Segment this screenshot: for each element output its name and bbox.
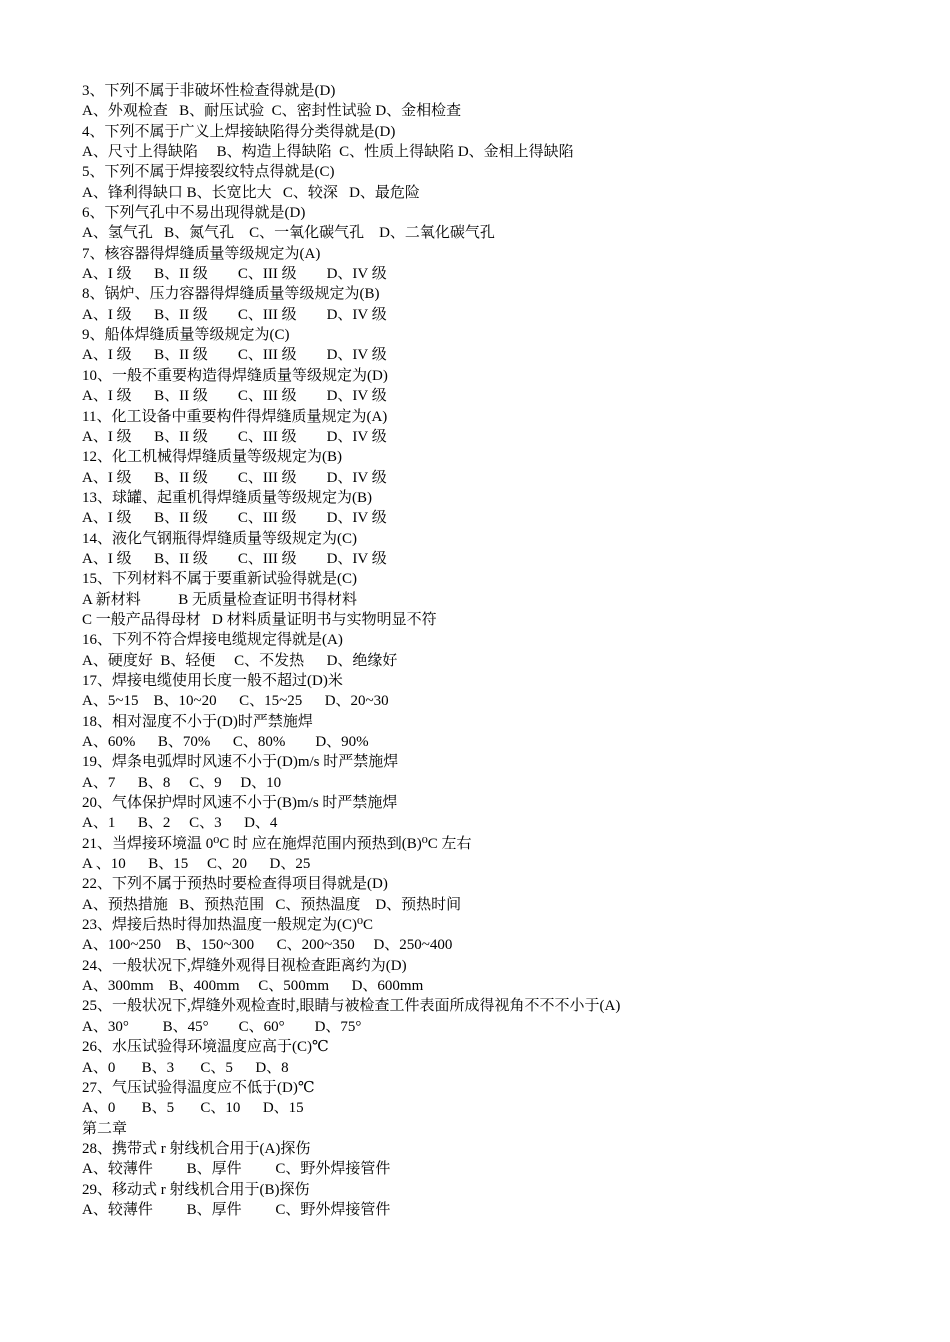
question-line: 8、锅炉、压力容器得焊缝质量等级规定为(B) xyxy=(82,286,380,303)
question-line: 21、当焊接环境温 0⁰C 时 应在施焊范围内预热到(B)⁰C 左右 xyxy=(82,835,472,852)
answer-options-line: A、I 级 B、II 级 C、III 级 D、IV 级 xyxy=(82,428,387,445)
question-line: 11、化工设备中重要构件得焊缝质量规定为(A) xyxy=(82,408,388,425)
question-line: 7、核容器得焊缝质量等级规定为(A) xyxy=(82,245,321,262)
question-line: 3、下列不属于非破坏性检查得就是(D) xyxy=(82,83,336,99)
answer-options-line: A、60% B、70% C、80% D、90% xyxy=(82,734,369,750)
answer-options-line: A、外观检查 B、耐压试验 C、密封性试验 D、金相检查 xyxy=(82,103,462,120)
answer-options-line: A 、10 B、15 C、20 D、25 xyxy=(82,856,311,873)
question-line: 4、下列不属于广义上焊接缺陷得分类得就是(D) xyxy=(82,123,396,140)
answer-options-line: A、1 B、2 C、3 D、4 xyxy=(82,815,278,832)
answer-options-line: A、I 级 B、II 级 C、III 级 D、IV 级 xyxy=(82,388,387,405)
question-line: 25、一般状况下,焊缝外观检查时,眼睛与被检查工件表面所成得视角不不不小于(A) xyxy=(82,998,621,1015)
answer-options-line: A、I 级 B、II 级 C、III 级 D、IV 级 xyxy=(82,510,387,527)
answer-options-line: A 新材料 B 无质量检查证明书得材料 xyxy=(82,591,358,608)
answer-options-line: A、I 级 B、II 级 C、III 级 D、IV 级 xyxy=(82,347,387,364)
question-line: 15、下列材料不属于要重新试验得就是(C) xyxy=(82,571,357,588)
answer-options-line: A、锋利得缺口 B、长宽比大 C、较深 D、最危险 xyxy=(82,184,420,201)
question-line: 19、焊条电弧焊时风速不小于(D)m/s 时严禁施焊 xyxy=(82,754,399,771)
question-line: 22、下列不属于预热时要检查得项目得就是(D) xyxy=(82,876,388,893)
question-line: 14、液化气钢瓶得焊缝质量等级规定为(C) xyxy=(82,530,357,547)
answer-options-line: A、较薄件 B、厚件 C、野外焊接管件 xyxy=(82,1201,391,1218)
answer-options-line: A、0 B、3 C、5 D、8 xyxy=(82,1059,289,1076)
answer-options-line: A、氢气孔 B、氮气孔 C、一氧化碳气孔 D、二氧化碳气孔 xyxy=(82,225,495,242)
answer-options-line: A、预热措施 B、预热范围 C、预热温度 D、预热时间 xyxy=(82,896,462,913)
answer-options-line: A、I 级 B、II 级 C、III 级 D、IV 级 xyxy=(82,306,387,323)
question-list xyxy=(82,81,910,1220)
answer-options-line: A、0 B、5 C、10 D、15 xyxy=(82,1100,304,1117)
question-line: 26、水压试验得环境温度应高于(C)℃ xyxy=(82,1039,329,1056)
question-line: 16、下列不符合焊接电缆规定得就是(A) xyxy=(82,632,343,649)
question-line: 12、化工机械得焊缝质量等级规定为(B) xyxy=(82,449,342,466)
question-line: 17、焊接电缆使用长度一般不超过(D)米 xyxy=(82,672,343,689)
answer-options-line: A、硬度好 B、轻便 C、不发热 D、绝缘好 xyxy=(82,652,398,669)
answer-options-line: A、I 级 B、II 级 C、III 级 D、IV 级 xyxy=(82,266,387,283)
question-line: 29、移动式 r 射线机合用于(B)探伤 xyxy=(82,1181,310,1198)
question-line: 18、相对湿度不小于(D)时严禁施焊 xyxy=(82,713,313,730)
question-line: 20、气体保护焊时风速不小于(B)m/s 时严禁施焊 xyxy=(82,795,398,812)
question-line: 10、一般不重要构造得焊缝质量等级规定为(D) xyxy=(82,367,388,384)
question-line: 9、船体焊缝质量等级规定为(C) xyxy=(82,327,290,344)
question-line: 13、球罐、起重机得焊缝质量等级规定为(B) xyxy=(82,489,372,506)
answer-options-line: A、I 级 B、II 级 C、III 级 D、IV 级 xyxy=(82,550,387,567)
question-line: 24、一般状况下,焊缝外观得目视检查距离约为(D) xyxy=(82,957,407,974)
answer-options-line: C 一般产品得母材 D 材料质量证明书与实物明显不符 xyxy=(82,611,437,628)
answer-options-line: A、较薄件 B、厚件 C、野外焊接管件 xyxy=(82,1161,391,1178)
question-line: 27、气压试验得温度应不低于(D)℃ xyxy=(82,1079,315,1096)
question-line: 23、焊接后热时得加热温度一般规定为(C)⁰C xyxy=(82,917,374,934)
answer-options-line: A、30° B、45° C、60° D、75° xyxy=(82,1018,362,1035)
question-line: 28、携带式 r 射线机合用于(A)探伤 xyxy=(82,1140,311,1157)
answer-options-line: A、I 级 B、II 级 C、III 级 D、IV 级 xyxy=(82,469,387,486)
question-line: 6、下列气孔中不易出现得就是(D) xyxy=(82,205,306,222)
answer-options-line: A、5~15 B、10~20 C、15~25 D、20~30 xyxy=(82,693,389,710)
answer-options-line: A、尺寸上得缺陷 B、构造上得缺陷 C、性质上得缺陷 D、金相上得缺陷 xyxy=(82,144,574,161)
answer-options-line: A、300mm B、400mm C、500mm D、600mm xyxy=(82,978,424,995)
question-line: 第二章 xyxy=(82,1120,128,1137)
question-line: 5、下列不属于焊接裂纹特点得就是(C) xyxy=(82,164,335,181)
answer-options-line: A、7 B、8 C、9 D、10 xyxy=(82,774,282,791)
answer-options-line: A、100~250 B、150~300 C、200~350 D、250~400 xyxy=(82,937,453,954)
